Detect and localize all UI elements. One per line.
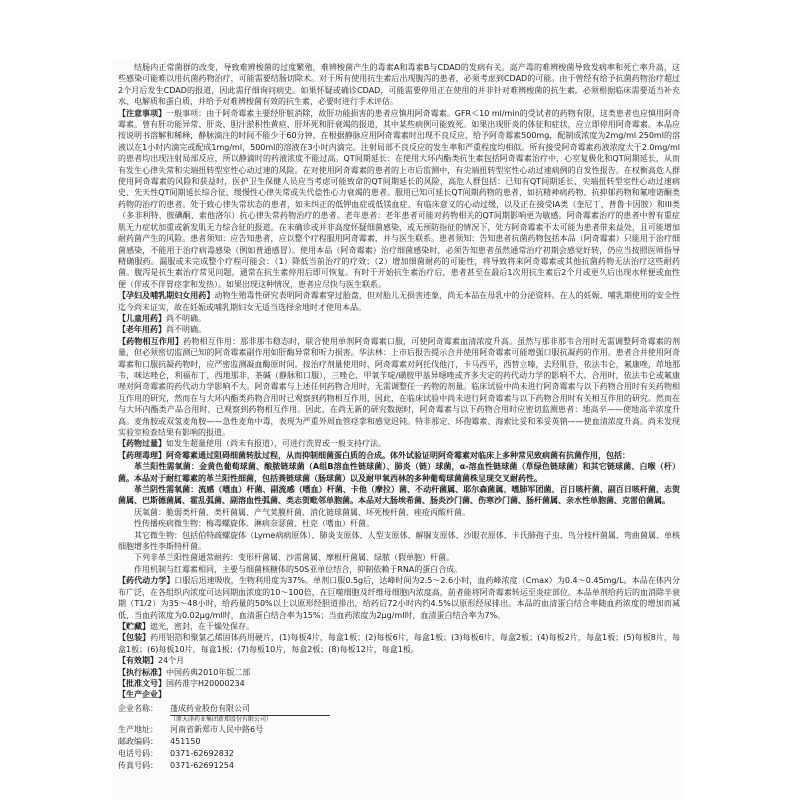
pharmacology-heading: 【药理毒理】 xyxy=(118,450,166,460)
geriatric-text: 尚不明确。 xyxy=(166,325,206,335)
pharmacokinetics-text: 口服后迅速吸收，生物利用度为37%。单剂口服0.5g后，达峰时间为2.5～2.6小时，血药峰浓度（Cmax）为0.4～0.45mg/L。本品在体内分布广泛，在各组织内浓度可达同期血浓度的10～100倍，在巨噬细胞及纤维母细胞内浓度高，前者能将阿奇霉素转运至炎症部位。本品单剂给药后的血消除半衰期（T1/2）为35～48小时，给药量的50%以上以原形经胆道排出，给药后72小时内约4.5%以原形经尿排出。本品的血清蛋白结合率随血药浓度的增加而减低，当血药浓度为0.02μg/ml时，血清蛋白结合率为15%；当血药浓度为2μg/ml时，血清蛋白结合率为7%。 xyxy=(118,576,680,620)
storage-heading: 【贮藏】 xyxy=(118,621,150,631)
pregnancy-heading: 【孕妇及哺乳期妇女用药】 xyxy=(118,291,215,301)
overdose-section xyxy=(118,438,680,449)
mechanism-paragraph: 作用机制与红霉素相同，主要与细菌核糖体的50S亚单位结合，抑制依赖于RNA的蛋白合成。 xyxy=(134,564,463,574)
company-former-name: （原天津药业集团新郑股份有限公司） xyxy=(170,715,330,724)
pharmacokinetics-heading: 【药代动力学】 xyxy=(118,576,175,586)
precautions-heading: 【注意事项】 xyxy=(118,108,167,118)
package-text: 药用铝箔和聚氯乙烯固体药用硬片，(1)每板4片，每盒1板；(2)每板6片，每盒1板；(3)每板6片，每盒2板；(4)每板2片，每盒1板；(5)每板8片，每盒1板；(6)每板10片，每盒1板；(7)每板10片，每盒2板；(8)每板12片，每盒1板。 xyxy=(118,633,680,654)
phone-label: 电话号码： xyxy=(118,748,158,758)
fax-value: 0371-62691254 xyxy=(170,760,234,770)
gram-negative-paragraph: 革兰阴性需氧菌：流感（嗜血）杆菌、副流感（嗜血）杆菌、卡他（摩拉）菌、不动杆菌属、耶尔森菌属、嗜肺军团菌、百日咳杆菌、副百日咳杆菌、志贺菌属、巴斯德菌属、霍乱弧菌、副溶血性弧菌、类志贺毗邻单胞菌。本品对大肠埃希菌、肠炎沙门菌、伤寒沙门菌、肠杆菌属、亲水性单胞菌、克雷伯菌属。 xyxy=(118,485,680,506)
overdose-text: 如发生超量使用（尚未有报道），可进行洗胃或一般支持疗法。 xyxy=(166,439,386,449)
standard-section xyxy=(118,667,680,678)
fax-label: 传真号码： xyxy=(118,760,158,770)
manufacturer-details xyxy=(118,703,680,772)
postal-label: 邮政编码： xyxy=(118,736,158,746)
address-row xyxy=(118,724,680,736)
postal-row xyxy=(118,736,680,748)
standard-text: 中国药典2010年版二部 xyxy=(166,667,251,677)
company-name: 蓬成药业股份有限公司 xyxy=(170,703,250,713)
resistant-organisms-paragraph: 下列非革兰阳性菌通常耐药：变形杆菌属、沙雷菌属、摩根杆菌属、绿脓（假单胞）杆菌。 xyxy=(134,553,454,563)
other-organisms-paragraph: 其它微生物：包括伯特疏螺旋体（Lyme病病原体）、肺炎支原体、人型支原体、解脲支原体、沙眼衣原体、卡氏肺孢子虫、鸟分枝杆菌属、弯曲菌属、单核细胞增多性李斯特杆菌。 xyxy=(118,530,680,552)
pharmacology-text: 阿奇霉素通过阻碍细菌转肽过程，从而抑制细菌蛋白质的合成。体外试验证明阿奇霉素对临床上多种常见致病菌有抗菌作用，包括： xyxy=(166,450,630,460)
gram-positive-paragraph: 革兰阳性需氧菌：金黄色葡萄球菌、酿脓链球菌（A组B溶血性链球菌）、肺炎（链）球菌，α-溶血性链球菌（草绿色链球菌）和其它链球菌、白喉（杆）菌。本品对于耐红霉素的革兰阳性细菌，包括粪链球菌（肠球菌）以及耐甲氧西林的多种葡萄球菌菌株呈现交叉耐药性。 xyxy=(118,462,680,483)
shelf-life-text: 24个月 xyxy=(158,656,185,666)
company-name-row xyxy=(118,703,680,715)
storage-section xyxy=(118,621,680,632)
address-label: 生产地址： xyxy=(118,724,158,734)
precautions-text: 一般事项：由于阿奇霉素主要经肝脏消除，故肝功能损害的患者应慎用阿奇霉素。GFR＜10 ml/min的受试者的药物有限，这类患者也应慎用阿奇霉素。曾有肝功能异常、肝炎、胆汁淤积性黄疸、肝坏死和肝衰竭的报道，其中某些病例可能致死。如果出现肝炎的体征和症状，应立即停用阿奇霉素。本品应按说明书溶解和稀释，静脉滴注的时间不能少于60分钟，在根据静脉应用阿奇霉素时出现不良反应，给予阿奇霉素500mg，配制成浓度为2mg/ml 250ml的溶液以在1小时内滴完或配成1mg/ml，500ml的溶液在3小时内滴完。注射局部不良反应的发生率和严重程度均相似。所有接受阿奇霉素药液浓度大于2.0mg/ml的患者均出现注射局部反应，所以静滴时的药液浓度不能过高。QT间期延长：在使用大环内酯类抗生素包括阿奇霉素治疗中，心室复极化和QT间期延长，从而有发生心律失常和尖端扭转型室性心动过速的风险。在对使用阿奇霉素的患者的上市后监测中，有尖端扭转型室性心动过速病例的自发性报告。在权衡高危人群使用阿奇霉素的风险和获益时，医护卫生保健人员应当考虑可能致命的QT间期延长的风险，高危人群包括：已知有QT间期延长、尖端扭转型室性心动过速病史、先天性QT间期延长综合征、缓慢性心律失常或失代偿性心力衰竭的患者。服用已知可延长QT间期药物的患者，如抗精神病药物、抗抑郁药物和氟喹诺酮类药物的治疗的患者。处于致心律失常状态的患者，如未纠正的低钾血症或低镁血症、有临床意义的心动过缓，以及正在接受IA类（奎尼丁、普鲁卡因胺）和III类（多非利特、胺碘酮、索他洛尔）抗心律失常药物治疗的患者。老年患者：老年患者可能对药物相关的QT间期影响更为敏感。阿奇霉素治疗的患者中曾有重症肌无力症状加重或新发肌无力综合征的报道。在未确诊或并非高度怀疑细菌感染，或无预防指征的情况下，处方阿奇霉素不太可能为患者带来益处，且可能增加耐药菌产生的风险。患者须知：应告知患者，应以整个疗程服用阿奇霉素，并与医生联系。患者须知：告知患者抗菌药物包括本品（阿奇霉素）只能用于治疗细菌感染，不能用于治疗病毒感染（例如普通感冒）。使用本品（阿奇霉素）治疗细菌感染时，必须告知患者虽然通常治疗初期会感觉好转，仍应当按照医师指导精确服药。漏服或未完成整个疗程可能会：（1）降低当前治疗的疗效；（2）增加细菌耐药的可能性，将导致将来阿奇霉素或其他抗菌药物无法治疗这些耐药菌。腹泻是抗生素治疗常见问题，通常在抗生素停用后即可恢复。有时于开始抗生素治疗后，患者甚至在最后1次用抗生素后2个月或更久后出现水样便或血性便（伴或不伴胃痉挛和发热）。如果出现这种情况，患者应尽快与医生联系。 xyxy=(118,108,681,289)
manufacturer-heading: 【生产企业】 xyxy=(118,690,166,700)
pregnancy-text: 动物生殖毒性研究表明阿奇霉素穿过胎盘，但对胎儿无损害迹象，尚无本品在母乳中的分泌资料。在人的妊娠、哺乳期使用的安全性迄今尚未证实，故在妊娠或哺乳期妇女无适当选择余地时才使用本品。 xyxy=(118,291,681,312)
standard-heading: 【执行标准】 xyxy=(118,667,166,677)
fax-row xyxy=(118,760,680,772)
approval-text: 国药准字H20000234 xyxy=(166,678,245,688)
std-organisms-paragraph: 性传播疾病微生物：梅毒螺旋体、淋病奈瑟菌、杜克（嗜血）杆菌。 xyxy=(134,519,374,529)
overdose-heading: 【药物过量】 xyxy=(118,439,166,449)
pharmacokinetics-section xyxy=(118,575,680,621)
company-name-label: 企业名称： xyxy=(118,703,158,713)
pharmacology-section xyxy=(118,450,680,461)
approval-heading: 【批准文号】 xyxy=(118,678,166,688)
storage-text: 遮光，密封，在干燥处保存。 xyxy=(150,621,254,631)
geriatric-heading: 【老年用药】 xyxy=(118,325,166,335)
pregnancy-section xyxy=(118,290,680,313)
phone-row xyxy=(118,748,680,760)
interactions-section xyxy=(118,336,680,439)
package-heading: 【包装】 xyxy=(118,633,151,643)
address-value: 河南省新郑市人民中路6号 xyxy=(170,724,264,734)
precautions-section xyxy=(118,108,680,291)
anaerobes-paragraph: 厌氧菌：脆弱类杆菌、类杆菌属、产气荚膜杆菌、消化链球菌属、坏死梭杆菌、痤疮丙酸杆菌。 xyxy=(134,507,470,517)
pediatric-text: 尚不明确。 xyxy=(166,313,206,323)
interactions-heading: 【药物相互作用】 xyxy=(118,336,184,346)
pediatric-heading: 【儿童用药】 xyxy=(118,313,166,323)
geriatric-section xyxy=(118,324,680,335)
leaflet-text xyxy=(118,62,680,772)
shelf-life-section xyxy=(118,655,680,666)
shelf-life-heading: 【有效期】 xyxy=(118,656,158,666)
interactions-text: 药物相互作用：那非那韦稳态时，联合使用单剂阿奇霉素口服，可使阿奇霉素血清浓度升高。虽然与那非那韦合用时无需调整阿奇霉素的剂量，但必须密切监测已知的阿奇霉素副作用如肝酶异常和听力损害。华法林：上市后报告提示合并使用阿奇霉素可能增强口服抗凝药的作用。患者合并使用阿奇霉素和口服抗凝药物时，应严密监测凝血酶原时间。按治疗剂量使用时，阿奇霉素对阿托伐他汀，卡马西平，西替立嗪，去羟肌苷，依法韦仑，氟康唑，茚地那韦，咪达唑仑，利福布丁，西地那非，茶碱（静脉和口服），三唑仑，甲氧苄啶/磺胺甲基异噁唑或齐多夫定的药代动力学的影响不大。合用时，依法韦仑或氟康唑对阿奇霉素的药代动力学影响不大。阿奇霉素与上述任何药物合用时，无需调整任一药物的剂量。临床试验中尚未进行阿奇霉素与以下药物合用时有关药物相互作用的研究，然而在与大环内酯类药物合用时已观察到药物相互作用，因此，在临床试验中尚未进行阿奇霉素与以下药物合用时有关相互作用的研究。然而在与大环内酯类产品合用时，已观察到药物相互作用。因此，在尚无新的研究数据时，阿奇霉素与以下药物合用时应密切监测患者：地高辛——使地高辛浓度升高。麦角胺或双氢麦角胺——急性麦角中毒，表现为严重外周血管痉挛和感觉迟钝。特非那定、环孢霉素、海索比妥和苯妥英钠——使血清浓度升高。尚未发现实验室检查结果有影响的报道。 xyxy=(118,336,681,437)
package-section xyxy=(118,632,680,655)
phone-value: 0371-62692832 xyxy=(170,748,234,758)
approval-section xyxy=(118,678,680,689)
cdad-paragraph: 结肠内正常菌群的改变，导致难辨梭菌的过度繁殖，难辨梭菌产生的毒素A和毒素B与CDAD的发病有关。高产毒的难辨梭菌导致发病率和死亡率升高，这些感染可能难以用抗菌药物治疗，可能需要结肠切除术。对于所有使用抗生素后出现腹泻的患者，必须考虑到CDAD的可能。由于曾经有给予抗菌药物治疗超过2个月后发生CDAD的报道，因此需仔细询问病史。如果怀疑或确诊CDAD，可能需要停用正在使用的并非针对难辨梭菌的抗生素。必须根据临床需要适当补充水、电解质和蛋白质，并给予对难辨梭菌有效的抗生素，必要时进行手术评估。 xyxy=(118,63,680,107)
manufacturer-section xyxy=(118,689,680,700)
pediatric-section xyxy=(118,313,680,324)
postal-value: 451150 xyxy=(170,736,201,746)
